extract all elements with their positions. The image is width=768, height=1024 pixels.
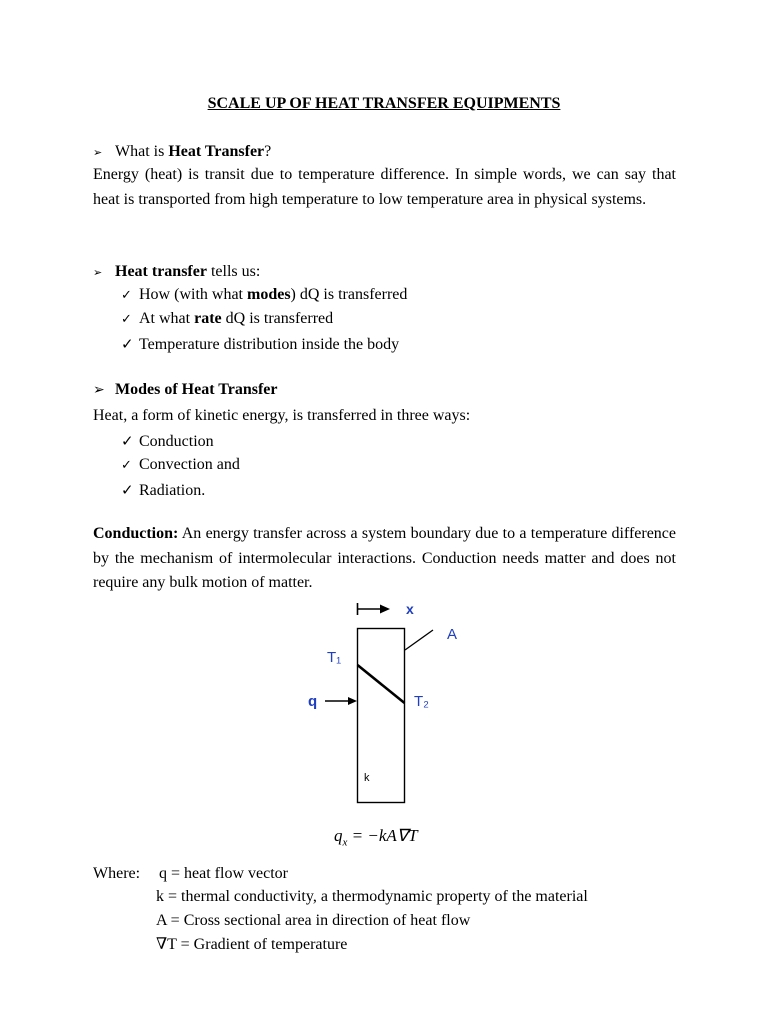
formula-subscript: x	[342, 836, 348, 849]
mode-item	[121, 455, 240, 476]
t2-label: T₂	[414, 693, 429, 710]
question-suffix: ?	[264, 143, 272, 160]
check-icon: ✓	[121, 335, 134, 353]
modes-heading-text: Modes of Heat Transfer	[115, 381, 278, 398]
tells-item-bold: modes	[246, 286, 291, 303]
mode-item	[121, 431, 214, 452]
conduction-paragraph	[93, 522, 676, 596]
formula-q: q	[334, 826, 343, 845]
definition-q: q = heat flow vector	[159, 865, 288, 882]
k-label: k	[364, 772, 370, 784]
heat-transfer-definition: Energy (heat) is transit due to temperature difference. In simple words, we can say that heat is transported from high temperature to low temperature area in physical systems.	[93, 166, 676, 208]
tells-item-text: How (with what	[139, 286, 247, 303]
where-label: Where:	[93, 865, 141, 882]
x-label: x	[406, 601, 414, 617]
question-bold: Heat Transfer	[168, 143, 265, 160]
definition-gradient: ∇T = Gradient of temperature	[156, 936, 348, 953]
tells-bold: Heat transfer	[115, 263, 207, 280]
a-label: A	[447, 626, 458, 643]
page-title: SCALE UP OF HEAT TRANSFER EQUIPMENTS	[207, 95, 561, 112]
mode-item-text: Radiation.	[139, 482, 206, 499]
tells-item	[121, 285, 407, 306]
tells-item	[121, 334, 399, 355]
arrow-bullet-icon: ➢	[93, 382, 105, 398]
t1-label: T₁	[327, 649, 342, 666]
area-leader-line	[405, 630, 433, 650]
tells-suffix: tells us:	[206, 263, 261, 280]
q-label: q	[308, 693, 318, 710]
question-prefix: What is	[115, 143, 169, 160]
mode-item-text: Conduction	[139, 433, 214, 450]
formula-rest: = −kA∇T	[347, 826, 418, 845]
tells-item-text: At what	[139, 310, 195, 327]
temperature-profile-line	[358, 665, 405, 703]
modes-intro: Heat, a form of kinetic energy, is transferred in three ways:	[93, 407, 471, 424]
mode-item-text: Convection and	[139, 456, 240, 473]
check-icon: ✓	[121, 481, 134, 499]
check-icon: ✓	[121, 458, 132, 473]
conduction-label: Conduction:	[93, 525, 179, 542]
tells-item-text: ) dQ is transferred	[290, 286, 408, 303]
conduction-diagram	[290, 595, 480, 810]
tells-item	[121, 309, 333, 330]
conduction-text: An energy transfer across a system boundary due to a temperature difference by the mechanism of intermolecular interactions. Conduction needs matter and does not require any bulk motion of matter.	[93, 525, 676, 591]
check-icon: ✓	[121, 288, 132, 303]
tells-item-text: dQ is transferred	[221, 310, 334, 327]
heat-flow-arrow-head-icon	[348, 697, 357, 705]
mode-item	[121, 480, 205, 501]
tells-us-heading	[93, 262, 260, 283]
arrow-bullet-icon: ➢	[93, 146, 103, 159]
tells-item-bold: rate	[194, 310, 222, 327]
check-icon: ✓	[121, 432, 134, 450]
definition-k: k = thermal conductivity, a thermodynamic property of the material	[156, 888, 588, 905]
tells-item-text: Temperature distribution inside the body	[139, 336, 400, 353]
fourier-law-formula	[334, 826, 418, 852]
x-arrow-head-icon	[380, 605, 390, 614]
arrow-bullet-icon: ➢	[93, 266, 103, 279]
question-heat-transfer	[93, 142, 271, 163]
modes-heading	[93, 380, 277, 400]
check-icon: ✓	[121, 312, 132, 327]
definition-a: A = Cross sectional area in direction of heat flow	[156, 912, 471, 929]
